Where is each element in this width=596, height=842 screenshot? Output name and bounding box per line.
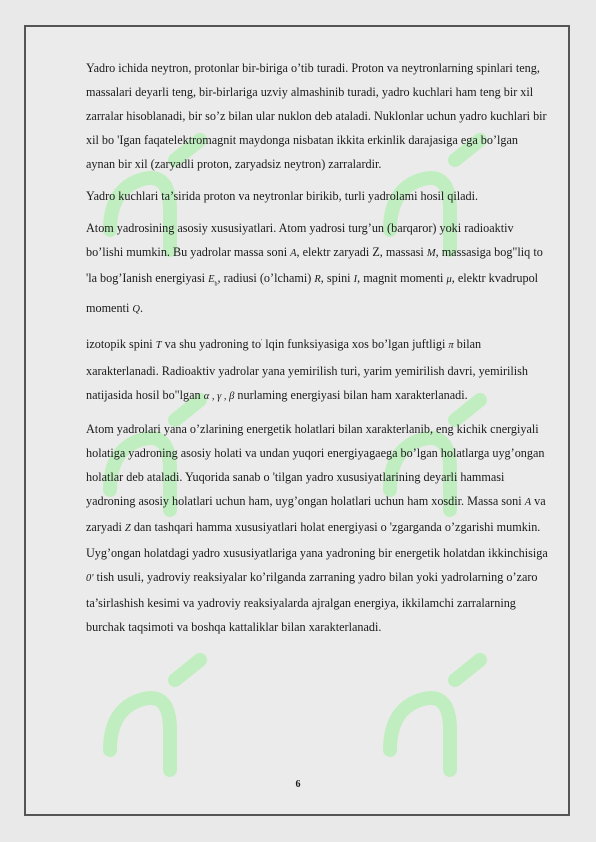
text-run: va shu yadroning to [161, 337, 262, 352]
math-symbol: Z [124, 522, 131, 534]
document-body [86, 56, 548, 647]
math-symbol: E [208, 274, 215, 285]
math-superscript: ' [261, 339, 263, 346]
text-run: bilan xarakterlanadi. Radioaktiv yadrolar yana yemirilish turi, yarim yemirilish davri, yemirilish natijasida hosil bo"lgan [86, 337, 529, 402]
text-run: lqin funksiyasiga xos bo’lgan juftligi [262, 337, 449, 352]
math-symbol: 0' [86, 572, 94, 584]
math-symbol: A [524, 496, 532, 508]
text-run: va zaryadi [86, 493, 546, 534]
math-symbol: A [290, 248, 297, 259]
text-run: nurlaming energiyasi bilan ham xarakterlanadi. [234, 387, 468, 402]
text-run: dan tashqari hamma xususiyatlari holat energiyasi o 'zgarganda o’zgarishi mumkin. Uyg’ongan holatdagi yadro xususiyatlariga yana yadroning bir energetik holatdan ikkinchisiga [86, 519, 548, 560]
math-subscript: b [214, 281, 218, 288]
text-run: izotopik spini [86, 337, 156, 352]
math-symbol: R [314, 274, 321, 285]
paragraph-nucleons: Yadro ichida neytron, protonlar bir-biriga o’tib turadi. Proton va neytronlarning spinlari teng, massalari deyarli teng, bir-birlariga uzviy almashinib turadi, yadro kuchlari ham teng bir xil zarralar hisoblanadi, bir so’z bilan ular nuklon deb ataladi. Nuklonlar uchun yadro kuchlari bir xil bo 'Igan faqatelektromagnit maydonga nisbatan ikkita erkinlik darajasiga ega bo’lgan aynan bir xil (zaryadli proton, zaryadsiz neytron) zarralardir. [86, 61, 547, 171]
text-run: , radiusi (o’lchami) [217, 271, 315, 285]
paragraph-isotopic-spin [86, 330, 548, 408]
text-run: , elektr zaryadi Z, massasi [296, 245, 427, 259]
math-symbol: α , γ , β [203, 390, 235, 402]
text-run: tish usuli, yadroviy reaksiyalar ko’rilganda zarraning yadro bilan yoki yadrolarning o’zaro ta’sirlashish kesimi va yadroviy reaksiyalarda ajralgan energiya, ikkilamchi zarralarning burchak taqsimoti va boshqa kattaliklar bilan xarakterlanadi. [86, 569, 538, 634]
text-run: , elektr kvadrupol momenti [86, 271, 539, 316]
text-run: Atom yadrolari yana o’zlarining energetik holatlari bilan xarakterlanib, eng kichik cnergiyali holatiga yadroning asosiy holati va undan yuqori energiyagaega bo’lgan holatlarga uyg’ongan holatlar deb ataladi. Yuqorida sanab o 'tilgan yadro xususiyatlarining deyarli hammasi yadroning asosiy holatlari uchun ham, uyg’ongan holatlari uchun ham xosdir. Massa soni [86, 421, 545, 508]
paragraph-energy-states [86, 417, 548, 639]
page-number: 6 [295, 779, 301, 790]
paragraph-nucleus-properties [86, 216, 548, 322]
math-symbol: μ [446, 274, 452, 285]
text-run: , spini [320, 271, 354, 285]
text-run: . [139, 301, 144, 316]
math-symbol: M [426, 248, 436, 259]
paragraph-nuclear-forces: Yadro kuchlari ta’sirida proton va neytronlar birikib, turli yadrolami hosil qiladi. [86, 189, 479, 203]
text-run: Atom yadrosining asosiy xususiyatlari. Atom yadrosi turg’un (barqaror) yoki radioaktiv bo’lishi mumkin. Bu yadrolar massa soni [86, 221, 514, 259]
text-run: , massasiga bog"liq to 'la bog’Ianish energiyasi [86, 245, 543, 285]
math-symbol: T [155, 340, 162, 352]
math-symbol: π [448, 340, 454, 352]
math-symbol: I [353, 274, 358, 285]
text-run: , magnit momenti [357, 271, 447, 285]
math-symbol: Q [132, 304, 140, 316]
